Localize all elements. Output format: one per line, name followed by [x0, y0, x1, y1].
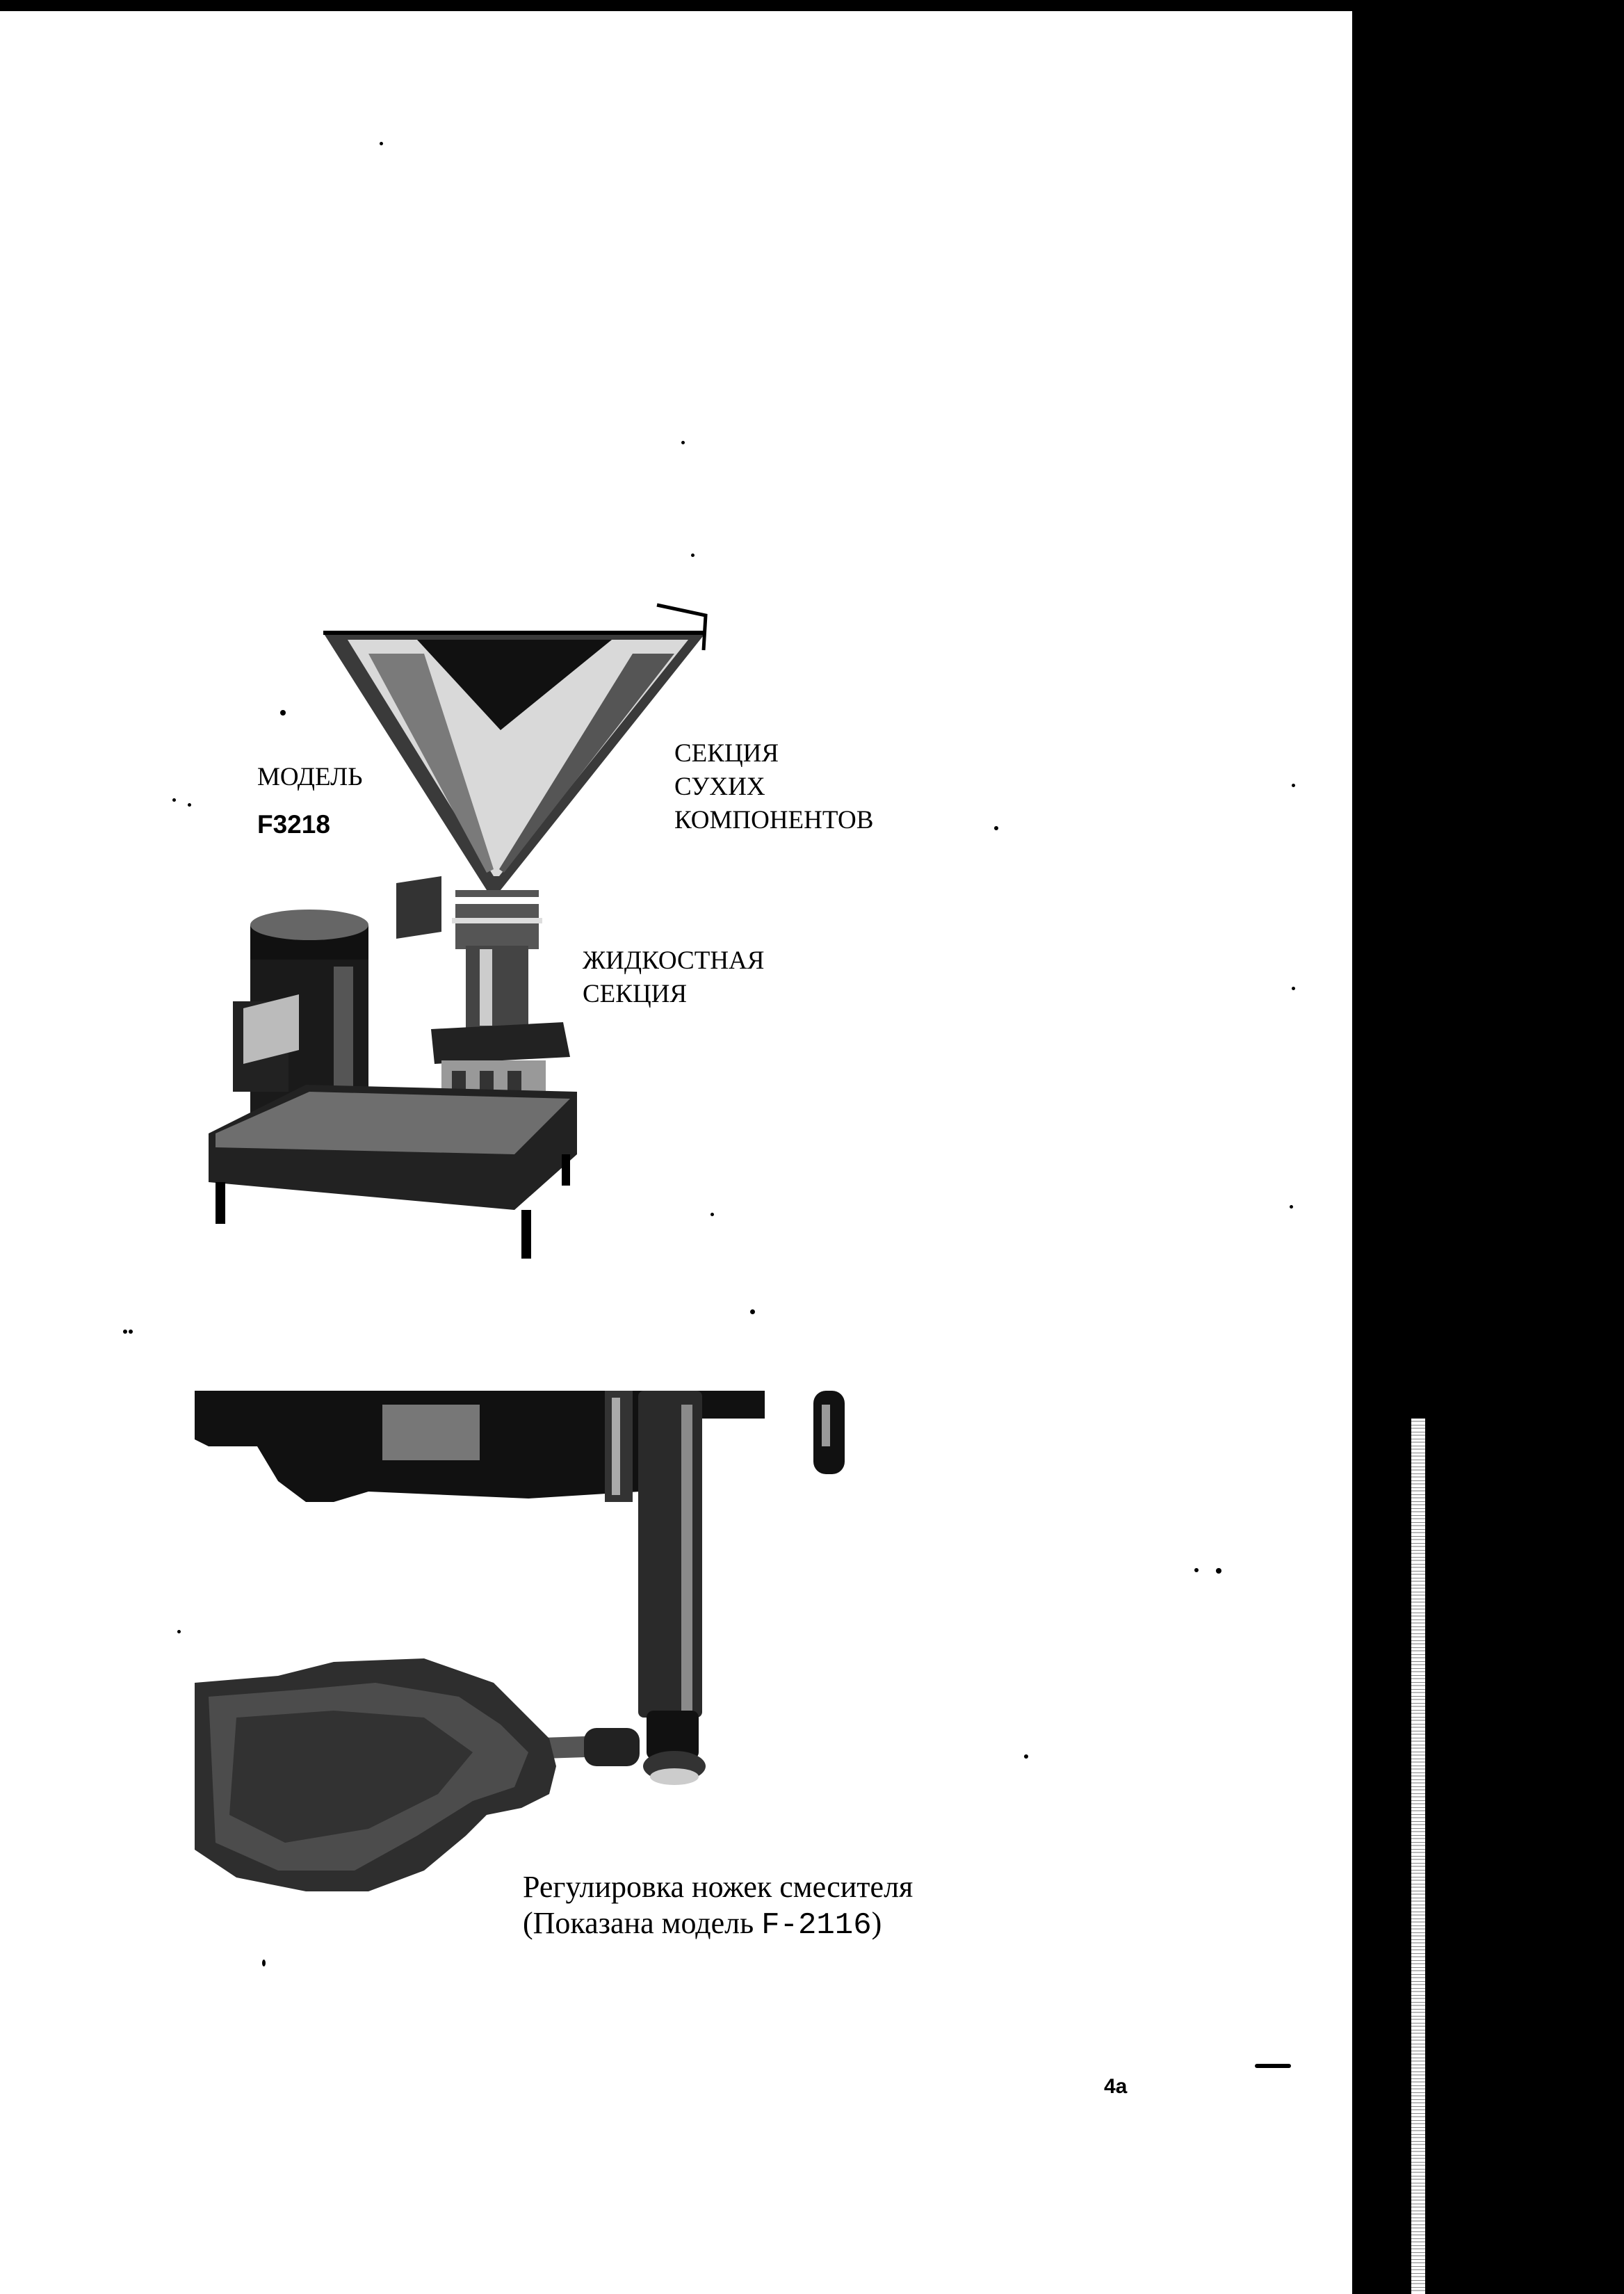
caption-line2: [523, 1905, 913, 1944]
scan-speck: [994, 826, 998, 830]
model-number: F3218: [257, 810, 330, 839]
dry-section-label-line3: КОМПОНЕНТОВ: [674, 806, 874, 834]
scan-speck: [1194, 1568, 1199, 1572]
scan-speck: [1024, 1754, 1028, 1759]
scan-speck: [177, 1630, 181, 1633]
dry-section-label-line2: СУХИХ: [674, 773, 765, 801]
scan-speck: [1292, 987, 1295, 990]
scan-speck: [691, 554, 695, 557]
figure-caption: [523, 1869, 913, 1944]
scan-speck: [262, 1960, 266, 1966]
caption-line2-prefix: (Показана модель: [523, 1906, 762, 1940]
caption-line2-suffix: ): [871, 1906, 882, 1940]
scan-edge-strip: [1411, 1419, 1425, 2294]
caption-model-number: F-2116: [761, 1908, 872, 1943]
scan-speck: [1255, 2064, 1291, 2068]
scan-right-border: [1352, 0, 1624, 2294]
scan-speck: [172, 798, 176, 802]
scan-speck: [129, 1330, 133, 1334]
scan-speck: [123, 1330, 127, 1334]
caption-line1: Регулировка ножек смесителя: [523, 1870, 914, 1904]
liquid-section-label-line2: СЕКЦИЯ: [583, 980, 688, 1008]
model-label: МОДЕЛЬ: [257, 763, 363, 791]
scan-speck: [1290, 1205, 1293, 1209]
mixer-illustration: [188, 598, 716, 1279]
dry-section-label-line1: СЕКЦИЯ: [674, 739, 779, 768]
leg-adjustment-photo: [195, 1391, 862, 1905]
scan-speck: [1292, 784, 1295, 787]
page-number: 4a: [1104, 2075, 1128, 2098]
liquid-section-label-line1: ЖИДКОСТНАЯ: [583, 946, 765, 975]
scan-speck: [750, 1309, 755, 1314]
scan-speck: [380, 142, 383, 145]
scan-speck: [681, 441, 685, 444]
scan-speck: [1216, 1568, 1221, 1574]
